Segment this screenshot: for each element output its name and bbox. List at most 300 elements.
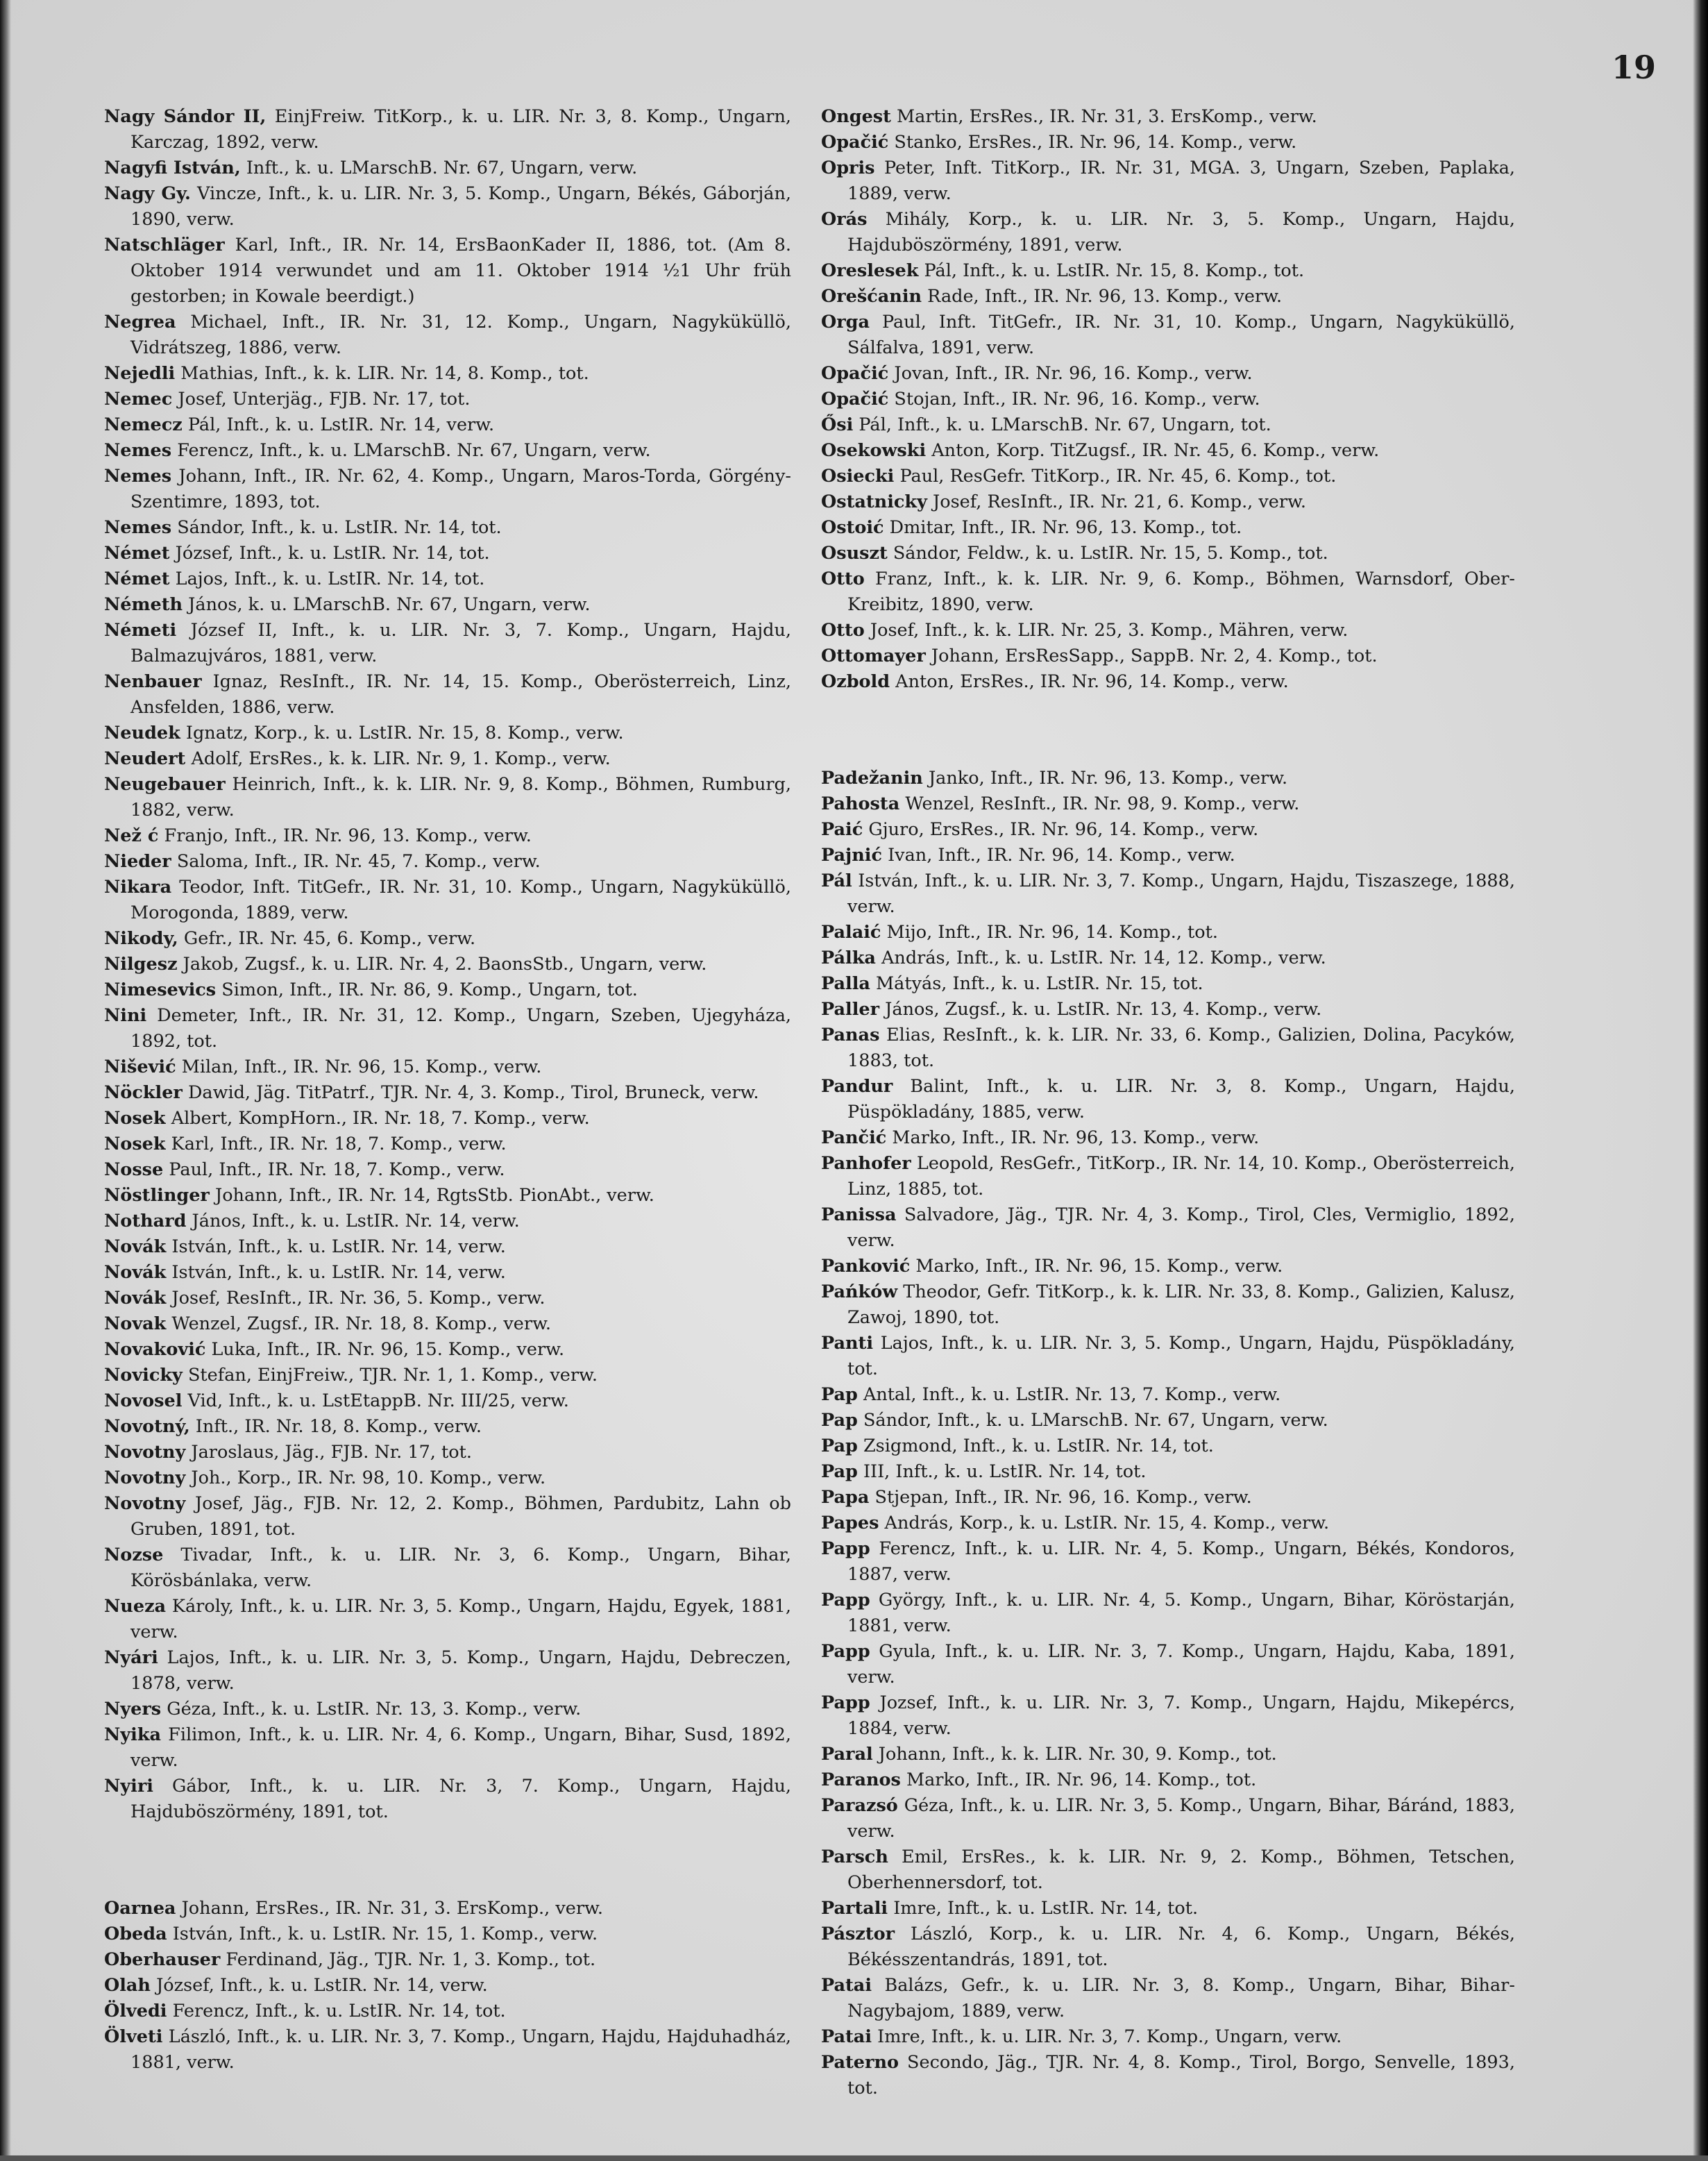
list-entry <box>821 1690 1515 1742</box>
entry-details: Martin, ErsRes., IR. Nr. 31, 3. ErsKomp., verw. <box>890 106 1317 127</box>
entry-details: Josef, Jäg., FJB. Nr. 12, 2. Komp., Böhmen, Pardubitz, Lahn ob Gruben, 1891, tot. <box>130 1493 791 1540</box>
entry-name: Nöstlinger <box>104 1185 210 1206</box>
list-entry <box>104 1003 791 1054</box>
entry-details: Anton, ErsRes., IR. Nr. 96, 14. Komp., verw. <box>890 671 1289 692</box>
list-entry <box>821 310 1515 361</box>
entry-details: Pál, Inft., k. u. LstIR. Nr. 14, verw. <box>182 414 495 435</box>
list-entry <box>104 1234 791 1260</box>
entry-name: Opačić <box>821 132 889 153</box>
entry-name: Pap <box>821 1384 858 1405</box>
entry-name: Panhofer <box>821 1153 911 1174</box>
list-entry <box>821 1793 1515 1844</box>
list-entry <box>821 644 1515 669</box>
list-entry <box>821 1279 1515 1331</box>
entry-details: János, k. u. LMarschB. Nr. 67, Ungarn, verw. <box>183 594 591 615</box>
entry-details: Emil, ErsRes., k. k. LIR. Nr. 9, 2. Komp., Böhmen, Tetschen, Oberhennersdorf, tot. <box>847 1847 1515 1893</box>
list-entry <box>104 181 791 233</box>
entry-name: Nemes <box>104 517 172 538</box>
entry-name: Nothard <box>104 1211 187 1231</box>
entry-name: Nikody, <box>104 928 178 949</box>
list-entry <box>104 1363 791 1388</box>
entry-details: Marko, Inft., IR. Nr. 96, 15. Komp., verw. <box>910 1256 1283 1277</box>
entry-details: Wenzel, Zugsf., IR. Nr. 18, 8. Komp., verw. <box>166 1313 551 1334</box>
list-entry <box>104 977 791 1003</box>
list-entry <box>104 541 791 566</box>
entry-details: András, Korp., k. u. LstIR. Nr. 15, 4. Komp., verw. <box>879 1513 1330 1533</box>
entry-name: Papes <box>821 1513 879 1533</box>
entry-details: Géza, Inft., k. u. LIR. Nr. 3, 5. Komp., Ungarn, Bihar, Báránd, 1883, verw. <box>847 1795 1515 1842</box>
list-entry <box>821 843 1515 868</box>
entry-details: Elias, ResInft., k. k. LIR. Nr. 33, 6. Komp., Galizien, Dolina, Pacyków, 1883, tot. <box>847 1025 1515 1071</box>
entry-details: Johann, Inft., k. k. LIR. Nr. 30, 9. Komp., tot. <box>872 1744 1277 1765</box>
entry-details: Josef, Inft., k. k. LIR. Nr. 25, 3. Komp., Mähren, verw. <box>864 620 1348 641</box>
entry-details: István, Inft., k. u. LIR. Nr. 3, 7. Komp., Ungarn, Hajdu, Tiszaszege, 1888, verw. <box>847 871 1515 917</box>
entry-name: Pańków <box>821 1281 898 1302</box>
entry-details: Franz, Inft., k. k. LIR. Nr. 9, 6. Komp., Böhmen, Warnsdorf, Ober-Kreibitz, 1890, verw. <box>847 569 1515 615</box>
entry-name: Novotny <box>104 1468 186 1488</box>
list-entry <box>104 1594 791 1645</box>
list-entry <box>821 1331 1515 1382</box>
entry-details: Demeter, Inft., IR. Nr. 31, 12. Komp., Ungarn, Szeben, Ujegyháza, 1892, tot. <box>130 1005 791 1052</box>
entry-name: Nikara <box>104 877 172 898</box>
entry-details: János, Inft., k. u. LstIR. Nr. 14, verw. <box>186 1211 520 1231</box>
entry-name: Pásztor <box>821 1924 895 1944</box>
entry-details: Imre, Inft., k. u. LstIR. Nr. 14, tot. <box>888 1898 1199 1919</box>
entry-details: Sándor, Inft., k. u. LstIR. Nr. 14, tot. <box>171 517 502 538</box>
entry-name: Panković <box>821 1256 911 1277</box>
entry-name: Panti <box>821 1333 874 1354</box>
entry-name: Pandur <box>821 1076 893 1097</box>
list-entry <box>104 1414 791 1440</box>
entry-name: Pap <box>821 1410 858 1431</box>
entry-details: Jaroslaus, Jäg., FJB. Nr. 17, tot. <box>185 1442 472 1463</box>
entry-name: Németh <box>104 594 183 615</box>
entry-details: József, Inft., k. u. LstIR. Nr. 14, tot. <box>169 543 490 564</box>
entry-name: Pahosta <box>821 793 900 814</box>
entry-name: Nagy Gy. <box>104 183 191 204</box>
entry-details: Luka, Inft., IR. Nr. 96, 15. Komp., verw. <box>205 1339 565 1360</box>
list-entry <box>104 1697 791 1722</box>
entry-name: Nеž ć <box>104 825 159 846</box>
entry-details: Gyula, Inft., k. u. LIR. Nr. 3, 7. Komp., Ungarn, Hajdu, Kaba, 1891, verw. <box>847 1641 1515 1688</box>
entry-details: Theodor, Gefr. TitKorp., k. k. LIR. Nr. 33, 8. Komp., Galizien, Kalusz, Zawoj, 1890, tot. <box>847 1281 1515 1328</box>
list-entry <box>104 1157 791 1183</box>
entry-name: Nejedli <box>104 363 176 384</box>
list-entry <box>104 1132 791 1157</box>
list-entry <box>104 310 791 361</box>
list-entry <box>104 1999 791 2024</box>
list-entry <box>104 233 791 310</box>
entry-details: Secondo, Jäg., TJR. Nr. 4, 8. Komp., Tirol, Borgo, Senvelle, 1893, tot. <box>847 2052 1515 2099</box>
list-entry <box>821 1767 1515 1793</box>
entry-name: Paić <box>821 819 863 840</box>
entry-details: Zsigmond, Inft., k. u. LstIR. Nr. 14, tot. <box>857 1436 1214 1456</box>
entry-details: Karl, Inft., IR. Nr. 14, ErsBaonKader II, 1886, tot. (Am 8. Oktober 1914 verwundet und am 11. Oktober 1914 ½1 Uhr früh gestorben; in Kowale beerdigt.) <box>130 235 791 307</box>
list-entry <box>104 1896 791 1922</box>
scan-edge-left <box>0 0 11 2161</box>
list-entry <box>821 1536 1515 1588</box>
entry-name: Ottomayer <box>821 646 926 666</box>
entry-details: Marko, Inft., IR. Nr. 96, 14. Komp., tot. <box>900 1769 1257 1790</box>
entry-details: Ferdinand, Jäg., TJR. Nr. 1, 3. Komp., tot. <box>220 1949 596 1970</box>
list-entry <box>821 817 1515 843</box>
entry-details: Rade, Inft., IR. Nr. 96, 13. Komp., verw. <box>922 286 1283 307</box>
entry-details: László, Inft., k. u. LIR. Nr. 3, 7. Komp., Ungarn, Hajdu, Hajduhadház, 1881, verw. <box>130 2026 791 2073</box>
list-entry <box>821 1254 1515 1279</box>
entry-name: Nyári <box>104 1647 158 1668</box>
list-entry <box>104 1080 791 1106</box>
entry-name: Nenbauer <box>104 671 202 692</box>
entry-name: Natschläger <box>104 235 225 255</box>
list-entry <box>821 284 1515 310</box>
list-entry <box>104 926 791 952</box>
list-entry <box>104 746 791 772</box>
entry-name: Opačić <box>821 363 889 384</box>
list-entry <box>821 1742 1515 1767</box>
entry-name: Nyers <box>104 1699 162 1719</box>
list-entry <box>104 618 791 669</box>
entry-details: Sándor, Inft., k. u. LMarschB. Nr. 67, Ungarn, verw. <box>857 1410 1328 1431</box>
entry-details: Jovan, Inft., IR. Nr. 96, 16. Komp., verw. <box>888 363 1253 384</box>
entry-name: Nosse <box>104 1159 164 1180</box>
entry-details: Dmitar, Inft., IR. Nr. 96, 13. Komp., tot. <box>883 517 1242 538</box>
entry-name: Pál <box>821 871 852 891</box>
entry-details: Ferencz, Inft., k. u. LstIR. Nr. 14, tot. <box>167 2001 506 2021</box>
entry-details: László, Korp., k. u. LIR. Nr. 4, 6. Komp., Ungarn, Békés, Békésszentandrás, 1891, tot. <box>847 1924 1515 1970</box>
entry-name: Ölvedi <box>104 2001 167 2021</box>
entry-details: Michael, Inft., IR. Nr. 31, 12. Komp., Ungarn, Nagyküküllö, Vidrátszeg, 1886, verw. <box>130 312 791 358</box>
list-entry <box>104 1973 791 1999</box>
entry-details: Gábor, Inft., k. u. LIR. Nr. 3, 7. Komp., Ungarn, Hajdu, Hajduböszörmény, 1891, tot. <box>130 1776 791 1822</box>
list-entry <box>821 1202 1515 1254</box>
entry-name: Pálka <box>821 948 876 968</box>
entry-name: Nemecz <box>104 414 183 435</box>
entry-name: Parsch <box>821 1847 888 1867</box>
list-entry <box>104 1645 791 1697</box>
entry-name: Nozse <box>104 1545 164 1565</box>
entry-details: Lajos, Inft., k. u. LIR. Nr. 3, 5. Komp., Ungarn, Hajdu, Püspökladány, tot. <box>847 1333 1515 1379</box>
entry-details: Sándor, Feldw., k. u. LstIR. Nr. 15, 5. Komp., tot. <box>887 543 1328 564</box>
entry-name: Novotny <box>104 1442 186 1463</box>
entry-name: Patai <box>821 1975 872 1996</box>
entry-details: Janko, Inft., IR. Nr. 96, 13. Komp., verw. <box>922 768 1288 789</box>
entry-name: Oarnea <box>104 1898 176 1919</box>
list-entry <box>104 721 791 746</box>
list-entry <box>821 2024 1515 2050</box>
list-entry <box>104 592 791 618</box>
entry-details: András, Inft., k. u. LstIR. Nr. 14, 12. Komp., verw. <box>875 948 1326 968</box>
entry-details: Johann, ErsResSapp., SappB. Nr. 2, 4. Komp., tot. <box>925 646 1378 666</box>
entry-name: Ölveti <box>104 2026 163 2047</box>
entry-details: Franjo, Inft., IR. Nr. 96, 13. Komp., verw. <box>158 825 532 846</box>
list-entry <box>821 1459 1515 1485</box>
entry-name: Oberhauser <box>104 1949 221 1970</box>
list-entry <box>821 2050 1515 2101</box>
entry-name: Nagy Sándor II, <box>104 106 267 127</box>
entry-details: Ferencz, Inft., k. u. LIR. Nr. 4, 5. Komp., Ungarn, Békés, Kondoros, 1887, verw. <box>847 1538 1515 1585</box>
entry-name: Obeda <box>104 1924 167 1944</box>
entry-details: Inft., k. u. LMarschB. Nr. 67, Ungarn, verw. <box>240 158 638 178</box>
entry-details: Pál, Inft., k. u. LMarschB. Nr. 67, Ungarn, tot. <box>853 414 1271 435</box>
entry-details: Heinrich, Inft., k. k. LIR. Nr. 9, 8. Komp., Böhmen, Rumburg, 1882, verw. <box>130 774 791 821</box>
entry-name: Pap <box>821 1436 858 1456</box>
entry-details: Balázs, Gefr., k. u. LIR. Nr. 3, 8. Komp., Ungarn, Bihar, Bihar-Nagybajom, 1889, verw. <box>847 1975 1515 2021</box>
entry-name: Novotny <box>104 1493 186 1514</box>
entry-name: Paranos <box>821 1769 901 1790</box>
entry-details: Stanko, ErsRes., IR. Nr. 96, 14. Komp., verw. <box>888 132 1297 153</box>
list-entry <box>104 566 791 592</box>
entry-name: Osekowski <box>821 440 927 461</box>
entry-details: József II, Inft., k. u. LIR. Nr. 3, 7. Komp., Ungarn, Hajdu, Balmazujváros, 1881, verw. <box>130 620 791 666</box>
entry-details: Lajos, Inft., k. u. LstIR. Nr. 14, tot. <box>169 569 485 589</box>
entry-name: Opris <box>821 158 875 178</box>
list-entry <box>104 387 791 412</box>
entry-name: Pančić <box>821 1127 887 1148</box>
entry-details: Paul, Inft. TitGefr., IR. Nr. 31, 10. Komp., Ungarn, Nagyküküllö, Sálfalva, 1891, verw. <box>847 312 1515 358</box>
entry-name: Nemec <box>104 389 173 410</box>
entry-name: Ozbold <box>821 671 890 692</box>
entry-details: József, Inft., k. u. LstIR. Nr. 14, verw. <box>150 1975 488 1996</box>
entry-details: Stojan, Inft., IR. Nr. 96, 16. Komp., verw. <box>888 389 1260 410</box>
entry-details: Stefan, EinjFreiw., TJR. Nr. 1, 1. Komp., verw. <box>182 1365 598 1386</box>
entry-details: EinjFreiw. TitKorp., k. u. LIR. Nr. 3, 8. Komp., Ungarn, Karczag, 1892, verw. <box>130 106 791 153</box>
entry-name: Palla <box>821 973 870 994</box>
entry-name: Paral <box>821 1744 873 1765</box>
list-entry <box>104 1491 791 1542</box>
list-entry <box>821 971 1515 997</box>
entry-name: Német <box>104 569 170 589</box>
entry-details: Dawid, Jäg. TitPatrf., TJR. Nr. 4, 3. Komp., Tirol, Bruneck, verw. <box>182 1082 759 1103</box>
entry-details: Leopold, ResGefr., TitKorp., IR. Nr. 14, 10. Komp., Oberösterreich, Linz, 1885, tot. <box>847 1153 1515 1200</box>
entry-name: Panissa <box>821 1204 897 1225</box>
list-entry <box>104 464 791 515</box>
list-entry <box>104 669 791 721</box>
list-entry <box>104 155 791 181</box>
entry-name: Olah <box>104 1975 151 1996</box>
entry-details: Vid, Inft., k. u. LstEtappB. Nr. III/25, verw. <box>182 1390 569 1411</box>
entry-details: Ignatz, Korp., k. u. LstIR. Nr. 15, 8. Komp., verw. <box>180 723 624 743</box>
list-entry <box>821 155 1515 207</box>
list-entry <box>104 849 791 875</box>
list-entry <box>821 1382 1515 1408</box>
entry-name: Osuszt <box>821 543 888 564</box>
list-entry <box>821 361 1515 387</box>
section-gap <box>104 1825 791 1896</box>
entry-name: Ongest <box>821 106 891 127</box>
entry-details: Vincze, Inft., k. u. LIR. Nr. 3, 5. Komp., Ungarn, Békés, Gáborján, 1890, verw. <box>130 183 792 230</box>
entry-details: Gjuro, ErsRes., IR. Nr. 96, 14. Komp., verw. <box>863 819 1259 840</box>
entry-name: Papp <box>821 1590 870 1611</box>
entry-name: Opačić <box>821 389 889 410</box>
entry-details: Simon, Inft., IR. Nr. 86, 9. Komp., Ungarn, tot. <box>216 979 638 1000</box>
list-entry <box>821 1896 1515 1922</box>
entry-name: Padežanin <box>821 768 923 789</box>
entry-details: Ferencz, Inft., k. u. LMarschB. Nr. 67, Ungarn, verw. <box>171 440 651 461</box>
entry-name: Patai <box>821 2026 872 2047</box>
list-entry <box>104 1722 791 1774</box>
list-entry <box>821 868 1515 920</box>
entry-name: Neugebauer <box>104 774 226 795</box>
left-column <box>104 104 791 2076</box>
list-entry <box>821 515 1515 541</box>
list-entry <box>821 945 1515 971</box>
list-entry <box>821 566 1515 618</box>
list-entry <box>821 1408 1515 1433</box>
entry-details: Mijo, Inft., IR. Nr. 96, 14. Komp., tot. <box>881 922 1218 943</box>
list-entry <box>104 1286 791 1311</box>
entry-details: Paul, ResGefr. TitKorp., IR. Nr. 45, 6. Komp., tot. <box>894 466 1337 487</box>
entry-name: Paterno <box>821 2052 899 2073</box>
list-entry <box>821 464 1515 489</box>
list-entry <box>821 1511 1515 1536</box>
entry-name: Neudert <box>104 748 186 769</box>
entry-details: Josef, ResInft., IR. Nr. 36, 5. Komp., verw. <box>166 1288 546 1309</box>
entry-details: István, Inft., k. u. LstIR. Nr. 15, 1. Komp., verw. <box>167 1924 598 1944</box>
list-entry <box>821 1485 1515 1511</box>
entry-details: István, Inft., k. u. LstIR. Nr. 14, verw. <box>166 1262 506 1283</box>
entry-name: Ősi <box>821 414 854 435</box>
entry-details: Salvadore, Jäg., TJR. Nr. 4, 3. Komp., Tirol, Cles, Vermiglio, 1892, verw. <box>847 1204 1515 1251</box>
entry-name: Nieder <box>104 851 171 872</box>
entry-name: Novák <box>104 1288 167 1309</box>
entry-name: Oreslesek <box>821 260 919 281</box>
entry-name: Neudek <box>104 723 180 743</box>
entry-name: Ostatnicky <box>821 491 927 512</box>
entry-details: Paul, Inft., IR. Nr. 18, 7. Komp., verw. <box>163 1159 505 1180</box>
entry-name: Osiecki <box>821 466 895 487</box>
entry-details: Filimon, Inft., k. u. LIR. Nr. 4, 6. Komp., Ungarn, Bihar, Susd, 1892, verw. <box>130 1724 791 1771</box>
entry-details: Tivadar, Inft., k. u. LIR. Nr. 3, 6. Komp., Ungarn, Bihar, Körösbánlaka, verw. <box>130 1545 791 1591</box>
entry-name: Nagyfi István, <box>104 158 241 178</box>
entry-details: Adolf, ErsRes., k. k. LIR. Nr. 9, 1. Komp., verw. <box>185 748 611 769</box>
list-entry <box>821 104 1515 130</box>
entry-details: Wenzel, ResInft., IR. Nr. 98, 9. Komp., verw. <box>899 793 1300 814</box>
entry-details: Inft., IR. Nr. 18, 8. Komp., verw. <box>189 1416 482 1437</box>
list-entry <box>821 1639 1515 1690</box>
section-gap <box>821 695 1515 766</box>
entry-details: Johann, ErsRes., IR. Nr. 31, 3. ErsKomp., verw. <box>176 1898 603 1919</box>
entry-details: Ivan, Inft., IR. Nr. 96, 14. Komp., verw. <box>882 845 1235 866</box>
entry-name: Nimesevics <box>104 979 217 1000</box>
entry-details: Karl, Inft., IR. Nr. 18, 7. Komp., verw. <box>165 1134 507 1154</box>
entry-details: Peter, Inft. TitKorp., IR. Nr. 31, MGA. 3, Ungarn, Szeben, Paplaka, 1889, verw. <box>847 158 1515 204</box>
entry-name: Palaić <box>821 922 881 943</box>
list-entry <box>821 1922 1515 1973</box>
list-entry <box>821 1973 1515 2024</box>
list-entry <box>821 920 1515 945</box>
list-entry <box>821 1125 1515 1151</box>
list-entry <box>821 387 1515 412</box>
entry-name: Nöckler <box>104 1082 183 1103</box>
list-entry <box>104 1774 791 1825</box>
entry-name: Nyika <box>104 1724 162 1745</box>
entry-details: Ignaz, ResInft., IR. Nr. 14, 15. Komp., Oberösterreich, Linz, Ansfelden, 1886, verw. <box>130 671 791 718</box>
entry-details: Imre, Inft., k. u. LIR. Nr. 3, 7. Komp., Ungarn, verw. <box>872 2026 1342 2047</box>
entry-name: Parazsó <box>821 1795 898 1816</box>
entry-details: Johann, Inft., IR. Nr. 14, RgtsStb. PionAbt., verw. <box>209 1185 654 1206</box>
entry-details: Mihály, Korp., k. u. LIR. Nr. 3, 5. Komp., Ungarn, Hajdu, Hajduböszörmény, 1891, verw. <box>847 209 1515 255</box>
entry-details: Lajos, Inft., k. u. LIR. Nr. 3, 5. Komp., Ungarn, Hajdu, Debreczen, 1878, verw. <box>130 1647 791 1694</box>
list-entry <box>821 130 1515 155</box>
entry-name: Novák <box>104 1262 167 1283</box>
list-entry <box>104 361 791 387</box>
entry-details: Jozsef, Inft., k. u. LIR. Nr. 3, 7. Komp., Ungarn, Hajdu, Mikepércs, 1884, verw. <box>847 1692 1515 1739</box>
entry-details: Joh., Korp., IR. Nr. 98, 10. Komp., verw. <box>185 1468 546 1488</box>
scan-edge-bottom <box>0 2155 1708 2161</box>
list-entry <box>821 1023 1515 1074</box>
entry-name: Pap <box>821 1461 858 1482</box>
list-entry <box>104 1465 791 1491</box>
entry-details: Teodor, Inft. TitGefr., IR. Nr. 31, 10. Komp., Ungarn, Nagyküküllö, Morogonda, 1889, verw. <box>130 877 791 923</box>
list-entry <box>104 952 791 977</box>
list-entry <box>821 766 1515 791</box>
entry-name: Nilgesz <box>104 954 178 975</box>
scan-edge-right <box>1693 0 1708 2161</box>
list-entry <box>821 791 1515 817</box>
entry-details: István, Inft., k. u. LstIR. Nr. 14, verw. <box>166 1236 506 1257</box>
entry-details: János, Zugsf., k. u. LstIR. Nr. 13, 4. Komp., verw. <box>879 999 1322 1020</box>
entry-name: Panas <box>821 1025 880 1045</box>
entry-name: Paller <box>821 999 880 1020</box>
list-entry <box>821 438 1515 464</box>
entry-details: Pál, Inft., k. u. LstIR. Nr. 15, 8. Komp., tot. <box>918 260 1305 281</box>
entry-name: Partali <box>821 1898 888 1919</box>
entry-details: Károly, Inft., k. u. LIR. Nr. 3, 5. Komp., Ungarn, Hajdu, Egyek, 1881, verw. <box>130 1596 791 1642</box>
entry-name: Papp <box>821 1641 870 1662</box>
entry-name: Novák <box>104 1236 167 1257</box>
list-entry <box>104 1209 791 1234</box>
list-entry <box>821 412 1515 438</box>
list-entry <box>104 1542 791 1594</box>
list-entry <box>821 618 1515 644</box>
list-entry <box>821 541 1515 566</box>
entry-name: Nyiri <box>104 1776 153 1797</box>
list-entry <box>104 875 791 926</box>
entry-name: Nemes <box>104 466 172 487</box>
entry-name: Nišević <box>104 1057 176 1077</box>
entry-name: Papp <box>821 1692 870 1713</box>
entry-name: Orga <box>821 312 870 333</box>
list-entry <box>104 1311 791 1337</box>
entry-details: Antal, Inft., k. u. LstIR. Nr. 13, 7. Komp., verw. <box>857 1384 1281 1405</box>
entry-name: Papp <box>821 1538 870 1559</box>
list-entry <box>104 1922 791 1947</box>
right-column <box>821 104 1515 2101</box>
entry-name: Papa <box>821 1487 870 1508</box>
entry-name: Orešćanin <box>821 286 922 307</box>
entry-name: Nosek <box>104 1108 166 1129</box>
entry-name: Novosel <box>104 1390 183 1411</box>
entry-name: Otto <box>821 620 865 641</box>
list-entry <box>104 1440 791 1465</box>
entry-details: György, Inft., k. u. LIR. Nr. 4, 5. Komp., Ungarn, Bihar, Köröstarján, 1881, verw. <box>847 1590 1515 1636</box>
entry-details: Anton, Korp. TitZugsf., IR. Nr. 45, 6. Komp., verw. <box>926 440 1380 461</box>
list-entry <box>821 1151 1515 1202</box>
list-entry <box>104 772 791 823</box>
entry-details: Marko, Inft., IR. Nr. 96, 13. Komp., verw. <box>886 1127 1260 1148</box>
entry-details: Josef, ResInft., IR. Nr. 21, 6. Komp., verw. <box>927 491 1306 512</box>
entry-details: III, Inft., k. u. LstIR. Nr. 14, tot. <box>857 1461 1147 1482</box>
entry-details: Balint, Inft., k. u. LIR. Nr. 3, 8. Komp., Ungarn, Hajdu, Püspökladány, 1885, verw. <box>847 1076 1515 1122</box>
entry-details: Albert, KompHorn., IR. Nr. 18, 7. Komp., verw. <box>165 1108 590 1129</box>
list-entry <box>821 1074 1515 1125</box>
entry-details: Mátyás, Inft., k. u. LstIR. Nr. 15, tot. <box>870 973 1203 994</box>
list-entry <box>821 1844 1515 1896</box>
list-entry <box>104 2024 791 2076</box>
list-entry <box>104 1106 791 1132</box>
list-entry <box>104 1260 791 1286</box>
entry-name: Nini <box>104 1005 147 1026</box>
